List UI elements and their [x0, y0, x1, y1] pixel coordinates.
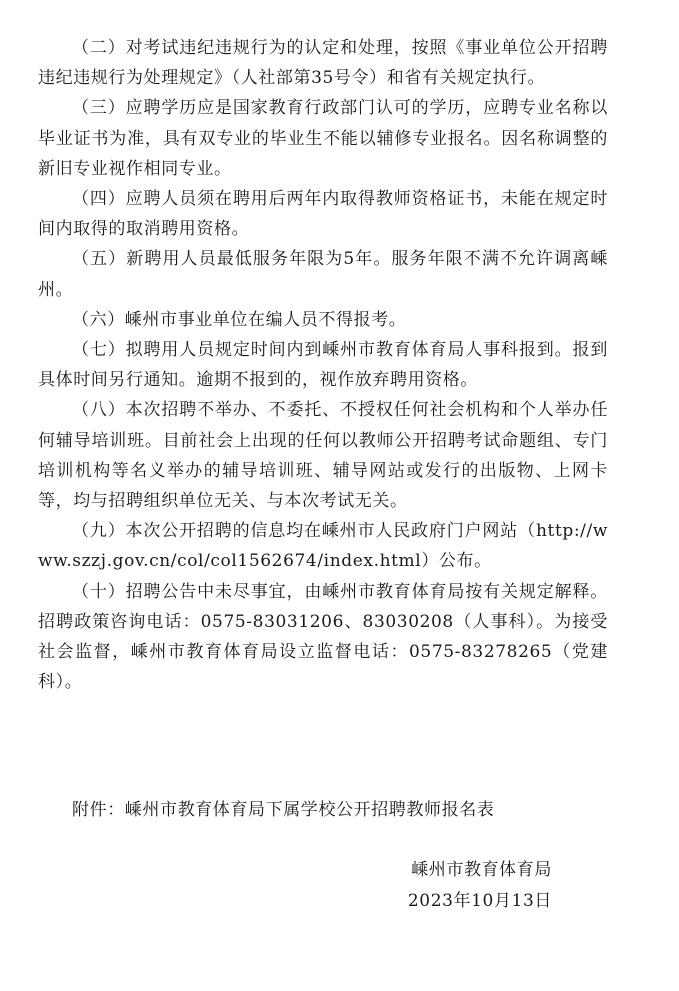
document-body [38, 33, 608, 697]
paragraph-8: （八）本次招聘不举办、不委托、不授权任何社会机构和个人举办任何辅导培训班。目前社会上出现的任何以教师公开招聘考试命题组、专门培训机构等名义举办的辅导培训班、辅导网站或发行的出版物、上网卡等，均与招聘组织单位无关、与本次考试无关。 [38, 400, 608, 512]
signature-block [408, 855, 552, 917]
paragraph-3: （三）应聘学历应是国家教育行政部门认可的学历，应聘专业名称以毕业证书为准，具有双专业的毕业生不能以辅修专业报名。因名称调整的新旧专业视作相同专业。 [38, 98, 608, 179]
paragraph-10: （十）招聘公告中未尽事宜，由嵊州市教育体育局按有关规定解释。招聘政策咨询电话：0575-83031206、83030208（人事科）。为接受社会监督，嵊州市教育体育局设立监督电话：0575-83278265（党建科）。 [38, 581, 608, 693]
paragraph-7: （七）拟聘用人员规定时间内到嵊州市教育体育局人事科报到。报到具体时间另行通知。逾期不报到的，视作放弃聘用资格。 [38, 340, 608, 391]
paragraph-6: （六）嵊州市事业单位在编人员不得报考。 [72, 309, 407, 330]
paragraph-9: （九）本次公开招聘的信息均在嵊州市人民政府门户网站（http://www.szzj.gov.cn/col/col1562674/index.html）公布。 [38, 521, 608, 572]
signature-date: 2023年10月13日 [407, 891, 552, 911]
paragraph-4: （四）应聘人员须在聘用后两年内取得教师资格证书，未能在规定时间内取得的取消聘用资格。 [38, 189, 608, 240]
paragraph-2: （二）对考试违纪违规行为的认定和处理，按照《事业单位公开招聘违纪违规行为处理规定》（人社部第35号令）和省有关规定执行。 [38, 38, 608, 89]
attachment-note: 附件：嵊州市教育体育局下属学校公开招聘教师报名表 [72, 800, 495, 820]
paragraph-5: （五）新聘用人员最低服务年限为5年。服务年限不满不允许调离嵊州。 [38, 249, 608, 300]
signature-organization: 嵊州市教育体育局 [411, 860, 552, 880]
